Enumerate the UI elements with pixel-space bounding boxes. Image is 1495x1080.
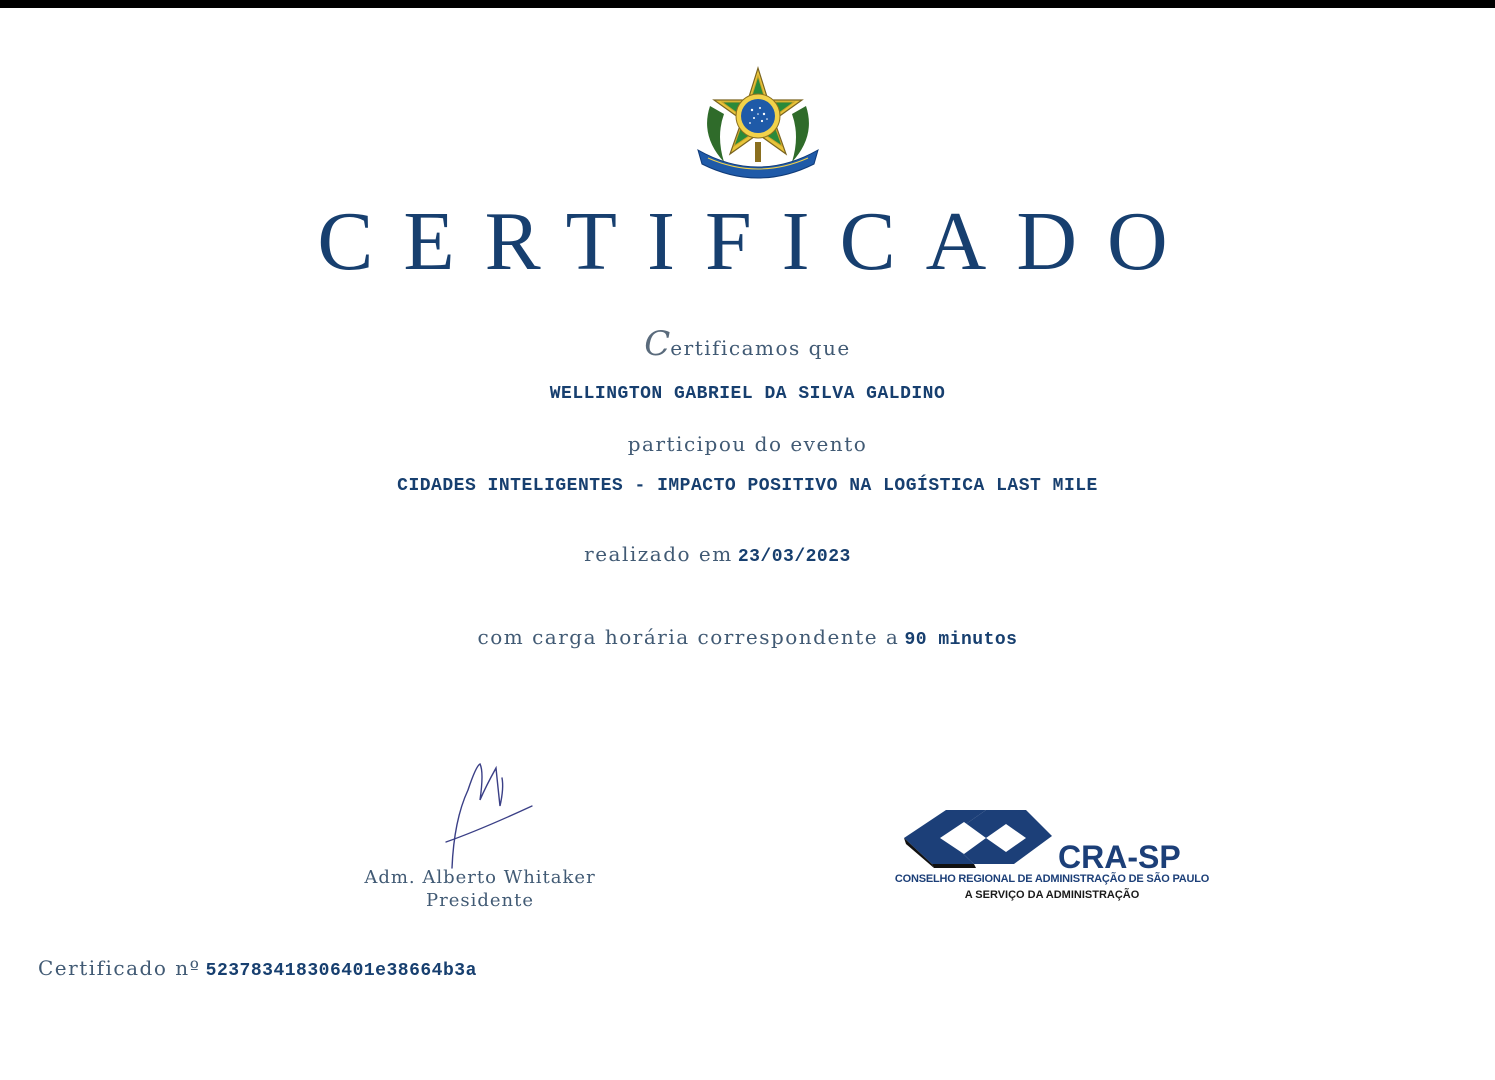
intro-initial: C <box>644 324 671 364</box>
date-prefix: realizado em <box>584 542 733 566</box>
certificate-title: CERTIFICADO <box>317 195 1198 288</box>
intro-line <box>0 324 1495 364</box>
top-bar <box>0 0 1495 8</box>
certificate-number-line <box>38 956 477 981</box>
signature-icon <box>440 760 550 870</box>
hours-prefix: com carga horária correspondente a <box>477 625 900 649</box>
date-line <box>0 542 1495 567</box>
coat-of-arms-icon <box>694 66 822 184</box>
participated-text: participou do evento <box>627 432 868 456</box>
signatory <box>330 866 630 912</box>
logo-tagline: A SERVIÇO DA ADMINISTRAÇÃO <box>964 889 1140 901</box>
logo-wordmark: CRA-SP <box>1058 839 1181 875</box>
intro-text: ertificamos que <box>670 336 851 360</box>
signatory-role: Presidente <box>425 890 534 911</box>
event-date: 23/03/2023 <box>737 547 851 567</box>
certificate-number-label: Certificado nº <box>38 956 201 980</box>
hours-line <box>0 625 1495 650</box>
workload-hours: 90 minutos <box>904 630 1018 650</box>
signatory-name: Adm. Alberto Whitaker <box>364 867 596 888</box>
certificate-number: 523783418306401e38664b3a <box>205 961 477 981</box>
logo-subtitle: CONSELHO REGIONAL DE ADMINISTRAÇÃO DE SÃO PAULO <box>894 873 1210 885</box>
participant-name: WELLINGTON GABRIEL DA SILVA GALDINO <box>549 384 946 404</box>
event-name: CIDADES INTELIGENTES - IMPACTO POSITIVO NA LOGÍSTICA LAST MILE <box>397 476 1098 496</box>
